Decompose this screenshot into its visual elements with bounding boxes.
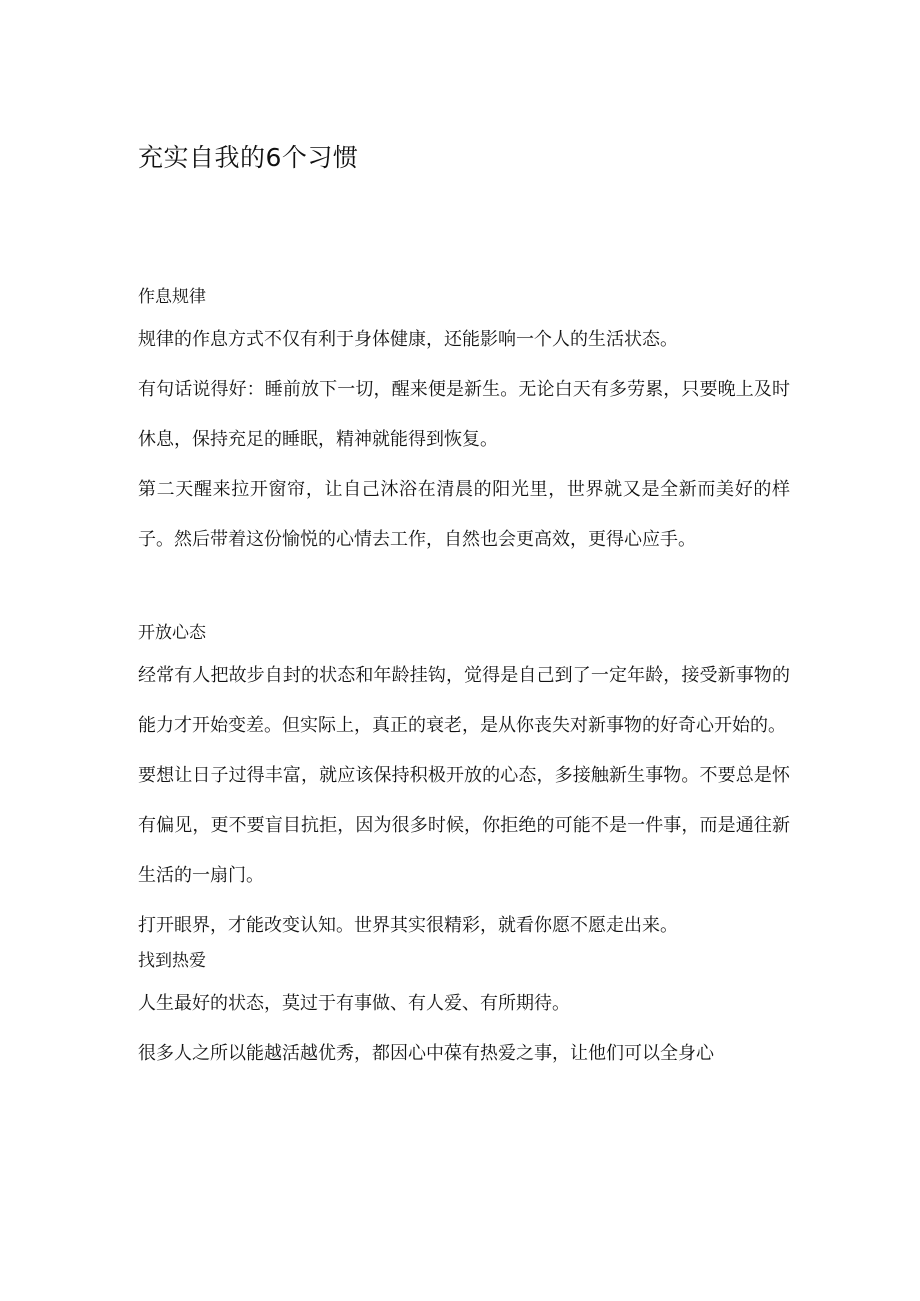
section-sleep-routine [138,281,790,565]
paragraph: 要想让日子过得丰富，就应该保持积极开放的心态，多接触新生事物。不要总是怀有偏见，更不要盲目抗拒，因为很多时候，你拒绝的可能不是一件事，而是通往新生活的一扇门。 [138,765,790,886]
paragraph: 规律的作息方式不仅有利于身体健康，还能影响一个人的生活状态。 [138,329,678,350]
section-open-mind [138,617,790,951]
paragraph: 很多人之所以能越活越优秀，都因心中葆有热爱之事，让他们可以全身心 [138,1043,714,1064]
section-heading: 开放心态 [138,623,206,643]
paragraph: 有句话说得好：睡前放下一切，醒来便是新生。无论白天有多劳累，只要晚上及时休息，保持充足的睡眠，精神就能得到恢复。 [138,379,790,450]
paragraph: 人生最好的状态，莫过于有事做、有人爱、有所期待。 [138,993,570,1014]
section-heading: 找到热爱 [138,951,206,971]
document-title: 充实自我的6个习惯 [138,143,359,172]
paragraph: 经常有人把故步自封的状态和年龄挂钩，觉得是自己到了一定年龄，接受新事物的能力才开始变差。但实际上，真正的衰老，是从你丧失对新事物的好奇心开始的。 [138,665,790,736]
section-find-passion [138,945,790,1079]
paragraph: 第二天醒来拉开窗帘，让自己沐浴在清晨的阳光里，世界就又是全新而美好的样子。然后带着这份愉悦的心情去工作，自然也会更高效，更得心应手。 [138,479,790,550]
document-body [138,281,790,1079]
paragraph: 打开眼界，才能改变认知。世界其实很精彩，就看你愿不愿走出来。 [138,915,678,936]
section-heading: 作息规律 [138,287,206,307]
